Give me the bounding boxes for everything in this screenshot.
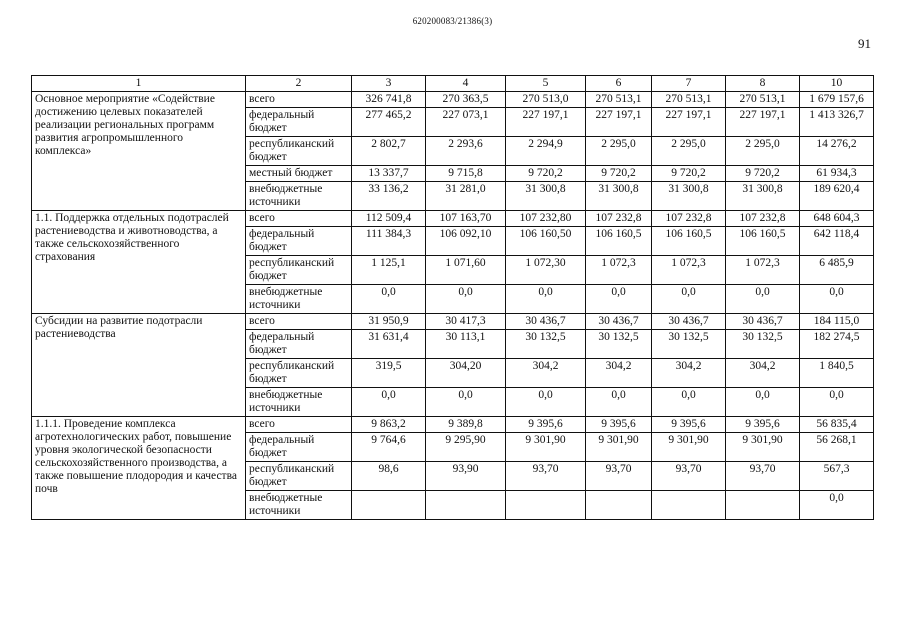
value-cell: 182 274,5 <box>800 330 874 359</box>
value-cell: 0,0 <box>586 388 652 417</box>
value-cell: 0,0 <box>506 388 586 417</box>
value-cell: 30 132,5 <box>652 330 726 359</box>
value-cell: 31 281,0 <box>426 182 506 211</box>
value-cell: 9 720,2 <box>726 166 800 182</box>
value-cell: 30 436,7 <box>726 314 800 330</box>
value-cell: 93,70 <box>586 462 652 491</box>
value-cell: 0,0 <box>352 388 426 417</box>
value-cell: 0,0 <box>652 388 726 417</box>
value-cell: 2 802,7 <box>352 137 426 166</box>
value-cell: 33 136,2 <box>352 182 426 211</box>
value-cell: 9 301,90 <box>586 433 652 462</box>
value-cell: 304,2 <box>652 359 726 388</box>
value-cell: 304,2 <box>726 359 800 388</box>
value-cell: 93,90 <box>426 462 506 491</box>
value-cell: 111 384,3 <box>352 227 426 256</box>
value-cell: 13 337,7 <box>352 166 426 182</box>
funding-source: республиканский бюджет <box>246 137 352 166</box>
value-cell: 6 485,9 <box>800 256 874 285</box>
value-cell: 1 072,3 <box>726 256 800 285</box>
value-cell: 2 293,6 <box>426 137 506 166</box>
value-cell: 2 295,0 <box>652 137 726 166</box>
table-row <box>32 92 874 108</box>
value-cell: 1 413 326,7 <box>800 108 874 137</box>
value-cell: 1 840,5 <box>800 359 874 388</box>
value-cell: 31 300,8 <box>652 182 726 211</box>
funding-source: федеральный бюджет <box>246 227 352 256</box>
value-cell: 31 300,8 <box>506 182 586 211</box>
value-cell: 189 620,4 <box>800 182 874 211</box>
value-cell: 2 295,0 <box>586 137 652 166</box>
value-cell: 30 436,7 <box>652 314 726 330</box>
value-cell: 2 295,0 <box>726 137 800 166</box>
header-row <box>32 76 874 92</box>
value-cell: 0,0 <box>506 285 586 314</box>
value-cell: 9 301,90 <box>506 433 586 462</box>
value-cell: 9 395,6 <box>652 417 726 433</box>
funding-source: внебюджетные источники <box>246 388 352 417</box>
value-cell: 1 679 157,6 <box>800 92 874 108</box>
table-row <box>32 211 874 227</box>
measure-name: 1.1. Поддержка отдельных подотраслей растениеводства и животноводства, а также сельскохозяйственного страхования <box>32 211 246 314</box>
funding-source: всего <box>246 417 352 433</box>
value-cell: 107 232,8 <box>726 211 800 227</box>
value-cell: 304,20 <box>426 359 506 388</box>
measure-name: 1.1.1. Проведение комплекса агротехнологических работ, повышение уровня экологической безопасности сельскохозяйственного производства, а также повышение плодородия и качества почв <box>32 417 246 520</box>
column-header: 6 <box>586 76 652 92</box>
value-cell: 0,0 <box>586 285 652 314</box>
table-row <box>32 314 874 330</box>
value-cell <box>506 491 586 520</box>
funding-source: федеральный бюджет <box>246 330 352 359</box>
value-cell: 1 072,30 <box>506 256 586 285</box>
value-cell: 107 232,8 <box>652 211 726 227</box>
value-cell: 0,0 <box>726 388 800 417</box>
document-id: 620200083/21386(3) <box>412 16 493 26</box>
value-cell: 61 934,3 <box>800 166 874 182</box>
value-cell: 0,0 <box>800 285 874 314</box>
funding-source: внебюджетные источники <box>246 182 352 211</box>
value-cell: 270 513,1 <box>652 92 726 108</box>
value-cell: 648 604,3 <box>800 211 874 227</box>
value-cell: 107 163,70 <box>426 211 506 227</box>
column-header: 8 <box>726 76 800 92</box>
column-header: 1 <box>32 76 246 92</box>
value-cell: 107 232,80 <box>506 211 586 227</box>
value-cell: 106 092,10 <box>426 227 506 256</box>
value-cell: 0,0 <box>726 285 800 314</box>
funding-source: республиканский бюджет <box>246 462 352 491</box>
value-cell: 227 197,1 <box>726 108 800 137</box>
column-header: 2 <box>246 76 352 92</box>
column-header: 10 <box>800 76 874 92</box>
value-cell: 30 113,1 <box>426 330 506 359</box>
value-cell: 56 835,4 <box>800 417 874 433</box>
value-cell: 107 232,8 <box>586 211 652 227</box>
value-cell: 93,70 <box>506 462 586 491</box>
measure-name: Основное мероприятие «Содействие достижению целевых показателей реализации региональных программ развития агропромышленного комплекса» <box>32 92 246 211</box>
funding-source: внебюджетные источники <box>246 285 352 314</box>
value-cell: 9 720,2 <box>506 166 586 182</box>
value-cell: 0,0 <box>426 285 506 314</box>
value-cell: 1 071,60 <box>426 256 506 285</box>
value-cell: 9 295,90 <box>426 433 506 462</box>
value-cell: 31 300,8 <box>726 182 800 211</box>
funding-source: внебюджетные источники <box>246 491 352 520</box>
value-cell: 9 301,90 <box>726 433 800 462</box>
value-cell <box>352 491 426 520</box>
value-cell: 270 513,1 <box>586 92 652 108</box>
value-cell: 304,2 <box>506 359 586 388</box>
value-cell: 227 197,1 <box>652 108 726 137</box>
value-cell: 1 125,1 <box>352 256 426 285</box>
value-cell: 93,70 <box>652 462 726 491</box>
funding-source: всего <box>246 92 352 108</box>
value-cell: 9 395,6 <box>506 417 586 433</box>
value-cell: 9 764,6 <box>352 433 426 462</box>
value-cell: 9 720,2 <box>586 166 652 182</box>
value-cell: 9 863,2 <box>352 417 426 433</box>
value-cell: 0,0 <box>800 491 874 520</box>
budget-table <box>31 75 874 520</box>
value-cell: 1 072,3 <box>586 256 652 285</box>
value-cell: 9 720,2 <box>652 166 726 182</box>
value-cell: 93,70 <box>726 462 800 491</box>
value-cell: 14 276,2 <box>800 137 874 166</box>
value-cell: 31 950,9 <box>352 314 426 330</box>
value-cell: 30 436,7 <box>506 314 586 330</box>
value-cell: 2 294,9 <box>506 137 586 166</box>
value-cell: 98,6 <box>352 462 426 491</box>
table-row <box>32 417 874 433</box>
funding-source: местный бюджет <box>246 166 352 182</box>
value-cell <box>426 491 506 520</box>
value-cell: 642 118,4 <box>800 227 874 256</box>
value-cell: 30 436,7 <box>586 314 652 330</box>
value-cell: 270 513,0 <box>506 92 586 108</box>
value-cell: 0,0 <box>800 388 874 417</box>
funding-source: федеральный бюджет <box>246 433 352 462</box>
funding-source: республиканский бюджет <box>246 359 352 388</box>
value-cell: 9 715,8 <box>426 166 506 182</box>
value-cell: 0,0 <box>352 285 426 314</box>
value-cell: 0,0 <box>426 388 506 417</box>
value-cell: 326 741,8 <box>352 92 426 108</box>
value-cell: 112 509,4 <box>352 211 426 227</box>
value-cell: 9 301,90 <box>652 433 726 462</box>
value-cell: 106 160,50 <box>506 227 586 256</box>
value-cell: 30 132,5 <box>726 330 800 359</box>
value-cell: 56 268,1 <box>800 433 874 462</box>
column-header: 5 <box>506 76 586 92</box>
value-cell <box>726 491 800 520</box>
value-cell: 270 513,1 <box>726 92 800 108</box>
value-cell: 0,0 <box>652 285 726 314</box>
value-cell: 227 073,1 <box>426 108 506 137</box>
funding-source: федеральный бюджет <box>246 108 352 137</box>
value-cell: 31 631,4 <box>352 330 426 359</box>
measure-name: Субсидии на развитие подотрасли растениеводства <box>32 314 246 417</box>
value-cell: 106 160,5 <box>586 227 652 256</box>
value-cell: 277 465,2 <box>352 108 426 137</box>
value-cell: 9 395,6 <box>586 417 652 433</box>
value-cell <box>586 491 652 520</box>
value-cell: 31 300,8 <box>586 182 652 211</box>
value-cell: 30 132,5 <box>586 330 652 359</box>
column-header: 3 <box>352 76 426 92</box>
value-cell: 1 072,3 <box>652 256 726 285</box>
value-cell: 106 160,5 <box>726 227 800 256</box>
value-cell: 567,3 <box>800 462 874 491</box>
value-cell: 270 363,5 <box>426 92 506 108</box>
value-cell: 9 389,8 <box>426 417 506 433</box>
value-cell: 227 197,1 <box>506 108 586 137</box>
value-cell: 227 197,1 <box>586 108 652 137</box>
value-cell: 106 160,5 <box>652 227 726 256</box>
funding-source: всего <box>246 314 352 330</box>
value-cell: 30 417,3 <box>426 314 506 330</box>
value-cell: 319,5 <box>352 359 426 388</box>
value-cell <box>652 491 726 520</box>
funding-source: всего <box>246 211 352 227</box>
funding-source: республиканский бюджет <box>246 256 352 285</box>
value-cell: 9 395,6 <box>726 417 800 433</box>
column-header: 7 <box>652 76 726 92</box>
value-cell: 30 132,5 <box>506 330 586 359</box>
page-number: 91 <box>858 36 871 51</box>
table-body <box>32 92 874 520</box>
column-header: 4 <box>426 76 506 92</box>
value-cell: 304,2 <box>586 359 652 388</box>
value-cell: 184 115,0 <box>800 314 874 330</box>
